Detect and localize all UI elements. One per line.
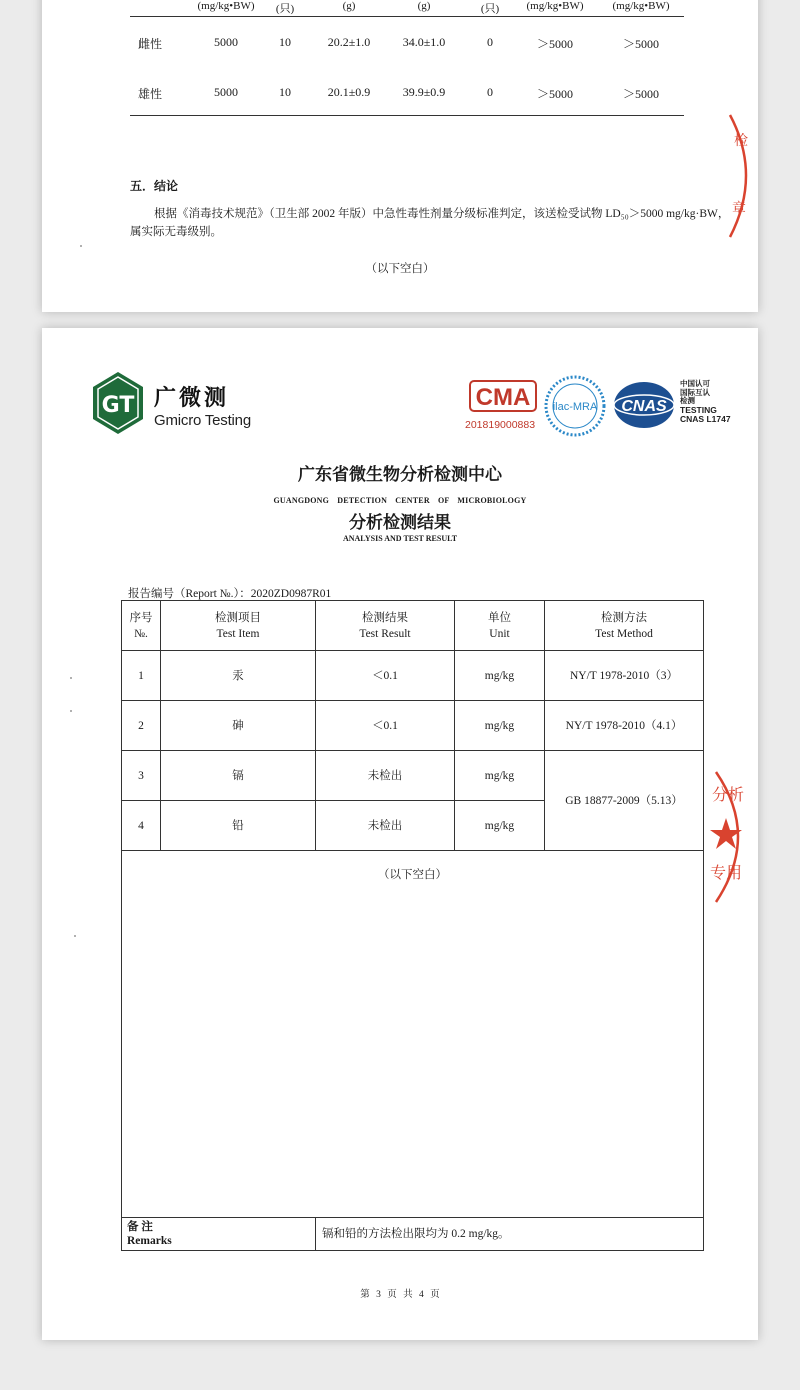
cell-item: 镉 <box>161 751 316 801</box>
header-unit: (只) <box>480 3 500 15</box>
remarks-label-cn: 备 注 <box>127 1221 153 1233</box>
cell-item: 铅 <box>161 801 316 851</box>
cell-method: NY/T 1978-2010（4.1） <box>545 701 704 751</box>
cell-ld50: ＞5000 <box>536 37 574 51</box>
cell-weight-end: 39.9±0.9 <box>402 85 446 99</box>
cell-count: 10 <box>279 35 291 49</box>
remarks-label-en: Remarks <box>127 1235 172 1247</box>
header-unit: (mg/kg•BW) <box>612 0 670 12</box>
cell-deaths: 0 <box>487 35 493 49</box>
table-row <box>130 85 684 105</box>
ilac-mra-logo-icon <box>543 374 607 438</box>
cell-no: 1 <box>122 651 161 701</box>
cell-method: GB 18877-2009（5.13） <box>545 751 704 851</box>
cell-item: 汞 <box>161 651 316 701</box>
remarks-row <box>122 1218 704 1251</box>
scan-speck <box>70 677 72 679</box>
conclusion-line: 根据《消毒技术规范》（卫生部 2002 年版）中急性毒性剂量分级标准判定，该送检受试物 LD₅₀＞5000 mg/kg·BW， <box>154 208 730 220</box>
report-number-value: 2020ZD0987R01 <box>250 588 332 600</box>
page-number-footer: 第 3 页 共 4 页 <box>360 1290 440 1300</box>
brand-name-en: Gmicro Testing <box>154 412 251 429</box>
report-number <box>128 585 331 601</box>
section-heading: 五．结论 <box>130 179 179 193</box>
table-rule <box>130 115 684 116</box>
cell-no: 4 <box>122 801 161 851</box>
organization-name-en: GUANGDONG DETECTION CENTER OF MICROBIOLOGY <box>273 496 527 505</box>
cell-unit: mg/kg <box>455 801 545 851</box>
header-cell: 序号 №. <box>122 601 161 651</box>
cell-no: 3 <box>122 751 161 801</box>
cell-ld50-range: ＞5000 <box>622 87 660 101</box>
header-cell: 检测方法 Test Method <box>545 601 704 651</box>
cell-deaths: 0 <box>487 85 493 99</box>
header-cell: 检测结果 Test Result <box>316 601 455 651</box>
cnas-text: CNAS <box>621 398 667 415</box>
cell-count: 10 <box>279 85 291 99</box>
cell-result: ＜0.1 <box>316 701 455 751</box>
cell-unit: mg/kg <box>455 701 545 751</box>
caption-line: 国际互认 <box>680 387 710 397</box>
conclusion-line: 属实际无毒级别。 <box>130 226 222 238</box>
cell-weight-start: 20.2±1.0 <box>327 35 371 49</box>
cell-unit: mg/kg <box>455 751 545 801</box>
cell-dose: 5000 <box>214 35 238 49</box>
stamp-char: 分析 <box>712 785 745 804</box>
report-number-label: 报告编号（Report №.）： <box>128 588 251 600</box>
scan-speck <box>70 710 72 712</box>
table-rule <box>130 16 684 17</box>
test-result-table <box>121 600 704 1251</box>
cell-result: ＜0.1 <box>316 651 455 701</box>
cell-result: 未检出 <box>316 751 455 801</box>
blank-below-note: （以下空白） <box>365 263 435 275</box>
report-page-2 <box>42 0 758 312</box>
cnas-caption <box>680 380 731 425</box>
conclusion-paragraph <box>130 205 740 241</box>
logo-text: GT <box>101 393 135 418</box>
remarks-text: 镉和铅的方法检出限均为 0.2 mg/kg。 <box>316 1218 704 1251</box>
cell-item: 砷 <box>161 701 316 751</box>
table-row <box>122 751 704 801</box>
cell-sex: 雄性 <box>138 87 163 101</box>
brand-name-cn: 广微测 <box>154 386 230 411</box>
table-row <box>122 651 704 701</box>
caption-line: CNAS L1747 <box>680 414 731 424</box>
cell-weight-end: 34.0±1.0 <box>402 35 446 49</box>
gmicro-logo-icon <box>91 370 145 436</box>
blank-row <box>122 851 704 1218</box>
table-row <box>122 701 704 751</box>
header-unit: (只) <box>275 3 295 15</box>
ilac-text: ilac-MRA <box>552 401 598 413</box>
report-title-cn: 分析检测结果 <box>349 513 451 533</box>
cell-method: NY/T 1978-2010（3） <box>545 651 704 701</box>
cell-ld50: ＞5000 <box>536 87 574 101</box>
cell-result: 未检出 <box>316 801 455 851</box>
header-unit: (g) <box>417 0 431 12</box>
blank-below-note: （以下空白） <box>122 851 704 1218</box>
official-seal-stamp <box>722 105 758 245</box>
stamp-char: 专用 <box>710 863 743 882</box>
scan-speck <box>80 245 82 247</box>
report-page-3 <box>42 328 758 1340</box>
cell-no: 2 <box>122 701 161 751</box>
cell-dose: 5000 <box>214 85 238 99</box>
cma-number: 201819000883 <box>465 419 536 431</box>
caption-line: 检测 <box>680 396 695 405</box>
cell-weight-start: 20.1±0.9 <box>327 85 371 99</box>
cell-unit: mg/kg <box>455 651 545 701</box>
caption-line: 中国认可 <box>680 379 710 388</box>
cma-logo-icon <box>468 378 538 416</box>
cnas-logo-icon <box>612 380 676 430</box>
header-unit: (g) <box>342 0 356 12</box>
header-unit: (mg/kg•BW) <box>197 0 255 12</box>
scan-speck <box>74 935 76 937</box>
stamp-char: 检 <box>734 133 748 149</box>
caption-line: TESTING <box>680 404 717 415</box>
cma-text: CMA <box>475 384 531 411</box>
header-cell: 检测项目 Test Item <box>161 601 316 651</box>
official-seal-stamp <box>710 766 758 908</box>
header-cell: 单位 Unit <box>455 601 545 651</box>
organization-name-cn: 广东省微生物分析检测中心 <box>298 465 502 485</box>
report-title-en: ANALYSIS AND TEST RESULT <box>342 534 458 543</box>
table-row <box>130 35 684 55</box>
table-header-row <box>122 601 704 651</box>
header-unit: (mg/kg•BW) <box>526 0 584 12</box>
stamp-char: 章 <box>732 201 746 217</box>
cell-sex: 雌性 <box>138 37 163 51</box>
cell-ld50-range: ＞5000 <box>622 37 660 51</box>
remarks-label <box>122 1218 316 1251</box>
